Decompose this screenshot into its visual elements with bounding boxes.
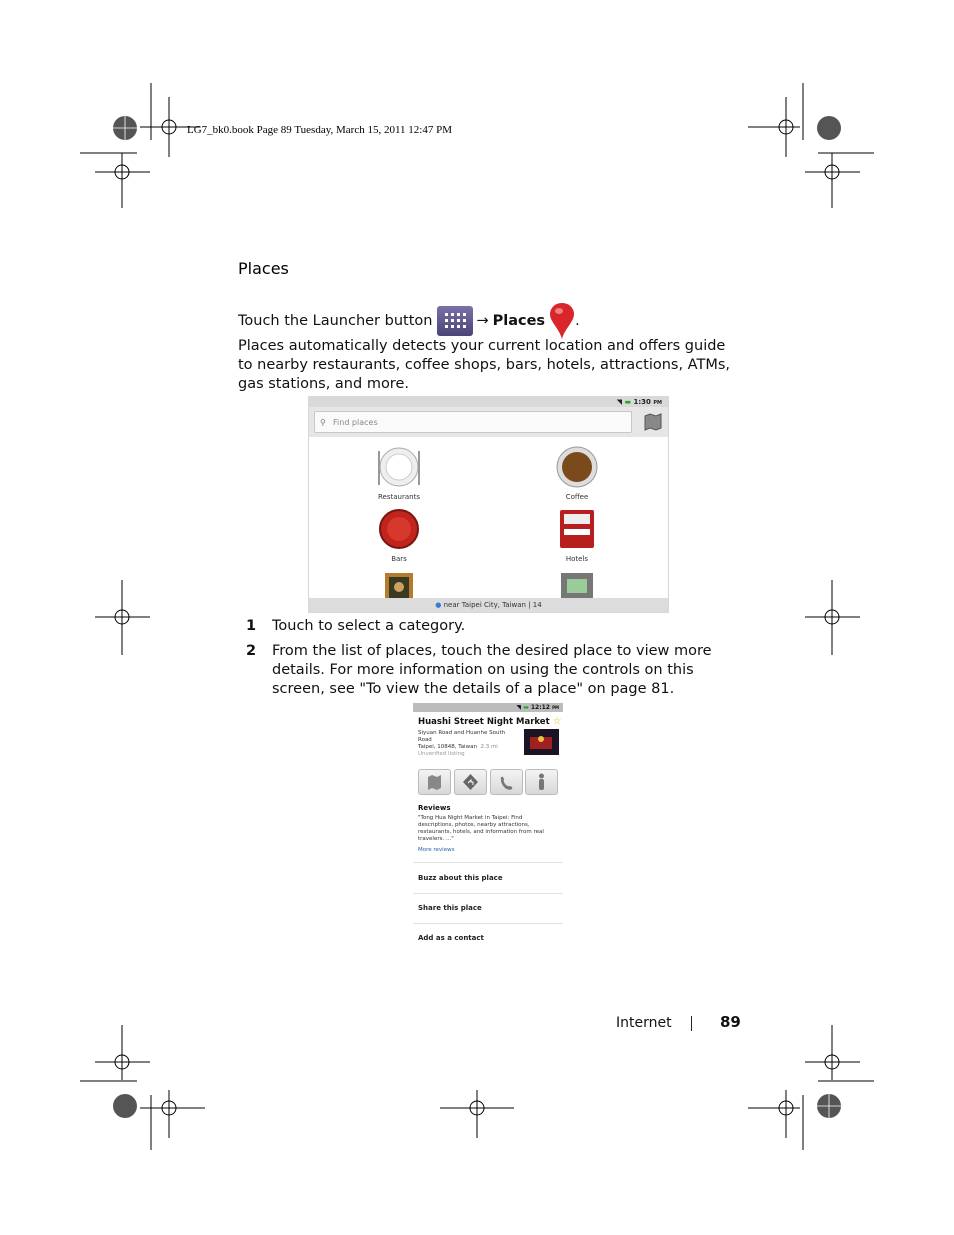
map-button[interactable] [418,769,451,795]
address-line: Siyuan Road and Huanhe South [418,730,506,736]
review-snippet: "Tong Hua Night Market in Taipei: Find descriptions, photos, nearby attractions, restaurants, hotels, and information from real travelers. ..." [418,815,544,842]
star-icon[interactable]: ☆ [552,716,562,727]
battery-icon: ▬ [624,398,632,406]
step-text: From the list of places, touch the desired place to view more details. For more information on using the controls on this screen, see "To view the details of a place" on page 81. [272,643,712,697]
status-time: 12:12 [530,704,550,711]
map-icon [419,770,450,794]
wifi-icon: ◥ [616,398,622,406]
battery-icon: ▬ [523,704,529,711]
period: . [575,312,580,329]
distance: 2.3 mi [480,744,498,750]
category-restaurants[interactable] [359,445,439,501]
status-bar [413,703,563,712]
footer-section: Internet [616,1015,672,1031]
launcher-icon [437,306,473,336]
find-places-input[interactable] [314,411,632,433]
places-label: Places [492,312,546,329]
place-name: Huashi Street Night Market [418,717,550,727]
status-bar [309,397,668,407]
coffee-icon [555,445,599,489]
category-hotels[interactable] [537,507,617,563]
page-number: 89 [720,1013,741,1031]
places-screenshot [308,396,669,613]
category-label: Bars [391,555,407,563]
divider [413,862,563,863]
divider [413,923,563,924]
directions-icon [455,770,486,794]
category-label: Restaurants [378,493,420,501]
category-coffee[interactable] [537,445,617,501]
address-city-row [418,744,523,751]
add-as-contact-item[interactable]: Add as a contact [418,934,484,942]
bottle-cap-icon [377,507,421,551]
divider [413,893,563,894]
phone-icon [491,770,522,794]
place-details-screenshot [413,703,563,948]
hotel-sign-icon [555,507,599,551]
places-description: Places automatically detects your current location and offers guide to nearby restaurants, coffee shops, bars, hotels, attractions, ATMs, gas stations, and more. [238,338,731,392]
status-time-suffix: PM [653,400,662,406]
footer-divider [691,1016,692,1031]
places-pin-icon [549,302,575,340]
search-icon: ⚲ [320,418,326,427]
status-time: 1:30 [633,398,651,406]
more-reviews-link[interactable]: More reviews [418,847,455,853]
category-bars[interactable] [359,507,439,563]
category-label: Hotels [565,555,589,563]
arrow: → [476,312,489,329]
place-photo [524,729,559,755]
reviews-heading: Reviews [418,804,451,812]
section-title: Places [238,259,289,278]
status-time-suffix: PM [552,705,559,710]
step-text: Touch to select a category. [272,618,466,634]
wifi-icon: ◥ [516,704,522,711]
book-header: LG7_bk0.book Page 89 Tuesday, March 15, 2011 12:47 PM [187,124,453,136]
share-place-item[interactable]: Share this place [418,904,482,912]
address-line: Road [418,737,432,743]
plate-icon [377,445,421,489]
directions-button[interactable] [454,769,487,795]
step-1 [246,617,746,636]
place-address [418,730,523,758]
location-dot-icon: ● [435,601,442,609]
category-label: Coffee [565,493,589,501]
touch-prefix: Touch the Launcher button [238,312,433,329]
map-icon[interactable] [642,412,664,432]
location-text: near Taipei City, Taiwan | 14 [443,601,542,609]
launcher-instruction [238,302,580,340]
step-number: 2 [246,643,257,659]
step-2 [246,642,746,699]
address-line: Taipei, 10848, Taiwan [418,744,477,750]
street-view-button[interactable] [525,769,558,795]
buzz-about-place-item[interactable]: Buzz about this place [418,874,503,882]
search-row [309,407,668,437]
pegman-icon [526,770,557,794]
place-title [418,716,563,727]
location-bar [309,598,668,612]
unverified-note: Unverified listing [418,751,465,757]
call-button[interactable] [490,769,523,795]
search-placeholder: Find places [333,418,378,427]
step-number: 1 [246,618,257,634]
